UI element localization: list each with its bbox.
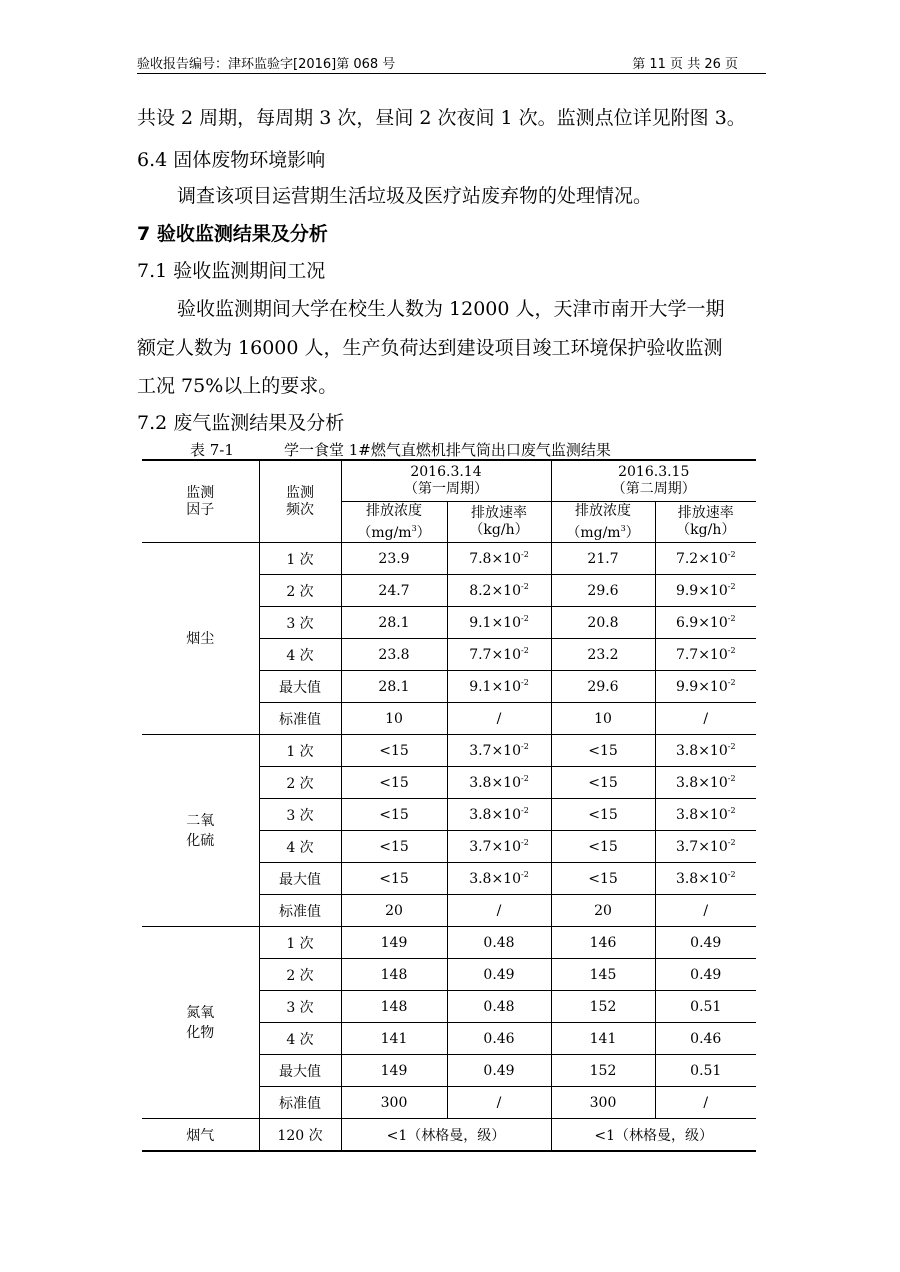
rate-exponent: -2 (521, 678, 529, 687)
rate-label: 排放速率 (677, 505, 734, 521)
rate-value: / (496, 710, 502, 727)
period-2-rate (655, 799, 756, 831)
rate-exponent: -2 (521, 806, 529, 815)
period-2-concentration: <15 (551, 831, 655, 863)
rate-value: / (496, 902, 502, 919)
rate-value: 3.8×10 (469, 807, 521, 823)
frequency-cell: 标准值 (259, 1087, 341, 1119)
frequency-cell: 4 次 (259, 639, 341, 671)
period-2-rate (655, 991, 756, 1023)
period-2-rate (655, 1087, 756, 1119)
period-1-rate (447, 1055, 551, 1087)
period-1-concentration: <15 (341, 799, 447, 831)
concentration-label: 排放浓度 (575, 502, 631, 519)
rate-exponent: -2 (521, 742, 529, 751)
period-1-concentration: 28.1 (341, 607, 447, 639)
period-2-concentration: 23.2 (551, 639, 655, 671)
period-1-rate (447, 735, 551, 767)
header-factor (142, 460, 259, 543)
period-2-rate (655, 703, 756, 735)
factor-cell (142, 927, 259, 1119)
period-1-concentration: 28.1 (341, 671, 447, 703)
period-1-concentration: <15 (341, 831, 447, 863)
rate-exponent: -2 (521, 582, 529, 591)
period-1-rate (447, 543, 551, 575)
frequency-cell: 1 次 (259, 735, 341, 767)
rate-value: 0.49 (483, 1062, 515, 1079)
table-title: 学一食堂 1#燃气直燃机排气筒出口废气监测结果 (284, 441, 611, 459)
heading-7-1: 7.1 验收监测期间工况 (137, 260, 326, 282)
rate-value: 9.9×10 (675, 679, 728, 695)
period-2-concentration: 141 (551, 1023, 655, 1055)
period-2-rate (655, 639, 756, 671)
period-1-rate (447, 607, 551, 639)
paragraph-solid-waste: 调查该项目运营期生活垃圾及医疗站废弃物的处理情况。 (177, 185, 653, 207)
report-number: 验收报告编号：津环监验字[2016]第 068 号 (137, 57, 396, 72)
rate-exponent: -2 (521, 774, 529, 783)
frequency-cell: 2 次 (259, 767, 341, 799)
rate-value: 3.7×10 (675, 839, 728, 855)
period-2-concentration: 20 (551, 895, 655, 927)
table-caption (190, 439, 611, 460)
period-1-rate (447, 575, 551, 607)
header-rule (137, 73, 766, 74)
header-concentration-2 (551, 502, 655, 543)
rate-value: / (703, 710, 709, 727)
frequency-cell: 3 次 (259, 607, 341, 639)
rate-exponent: -2 (521, 870, 529, 879)
period-2-rate (655, 767, 756, 799)
rate-value: / (703, 1094, 709, 1111)
period-2-concentration: <15 (551, 767, 655, 799)
period-2-concentration: 21.7 (551, 543, 655, 575)
header-rate-2 (655, 502, 756, 543)
period-2-concentration: 146 (551, 927, 655, 959)
rate-value: / (496, 1094, 502, 1111)
period-2-rate (655, 735, 756, 767)
header-period-2 (551, 460, 756, 502)
period-1-concentration: 20 (341, 895, 447, 927)
rate-value: 9.9×10 (675, 583, 728, 599)
rate-value: 3.7×10 (469, 743, 521, 759)
rate-value: 7.2×10 (675, 551, 728, 567)
concentration-unit: $(mg/m^3)$ (566, 523, 640, 541)
concentration-label: 排放浓度 (366, 502, 422, 519)
rate-exponent: -2 (727, 806, 736, 815)
period-1-rate (447, 863, 551, 895)
period-1-date: 2016.3.14 (410, 464, 482, 480)
frequency-cell: 4 次 (259, 1023, 341, 1055)
rate-value: 9.1×10 (469, 615, 521, 631)
rate-value: 0.49 (690, 934, 722, 951)
period-1-concentration: 148 (341, 991, 447, 1023)
factor-name: 氮氧 (186, 1004, 215, 1021)
rate-exponent: -2 (727, 774, 736, 783)
factor-name: 化物 (186, 1024, 215, 1041)
period-2-concentration: 145 (551, 959, 655, 991)
frequency-cell: 标准值 (259, 895, 341, 927)
period-1-rate (447, 991, 551, 1023)
rate-exponent: -2 (521, 550, 529, 559)
frequency-cell: 标准值 (259, 703, 341, 735)
rate-exponent: -2 (521, 838, 529, 847)
rate-exponent: -2 (521, 614, 529, 623)
period-2-date: 2016.3.15 (618, 464, 690, 480)
frequency-cell: 3 次 (259, 799, 341, 831)
period-2-concentration: 152 (551, 1055, 655, 1087)
table-number: 表 7-1 (190, 441, 234, 459)
rate-value: 8.2×10 (469, 583, 521, 599)
period-2-concentration: 10 (551, 703, 655, 735)
rate-value: 0.49 (690, 966, 722, 983)
page-number: 第 11 页 共 26 页 (632, 57, 738, 72)
rate-exponent: -2 (727, 838, 736, 847)
period-1-concentration: 24.7 (341, 575, 447, 607)
period-2-concentration: 29.6 (551, 575, 655, 607)
table-header-row-1 (142, 460, 756, 502)
rate-value: 0.46 (690, 1030, 722, 1047)
frequency-cell: 1 次 (259, 543, 341, 575)
paragraph-conditions-1: 验收监测期间大学在校生人数为 12000 人，天津市南开大学一期 (177, 298, 725, 320)
rate-exponent: -2 (727, 870, 736, 879)
table-row (142, 735, 756, 767)
period-1-concentration: 141 (341, 1023, 447, 1055)
rate-value: 7.8×10 (469, 551, 521, 567)
table-row-smoke (142, 1119, 756, 1152)
header-period-1 (341, 460, 551, 502)
rate-exponent: -2 (727, 582, 736, 591)
rate-value: 3.8×10 (469, 775, 521, 791)
period-1-ringelmann: <1（林格曼，级） (341, 1119, 551, 1152)
frequency-cell: 最大值 (259, 1055, 341, 1087)
period-2-rate (655, 927, 756, 959)
period-1-concentration: 23.9 (341, 543, 447, 575)
period-1-rate (447, 639, 551, 671)
period-2-rate (655, 543, 756, 575)
factor-cell (142, 543, 259, 735)
period-2-concentration: 29.6 (551, 671, 655, 703)
rate-exponent: -2 (727, 646, 736, 655)
rate-value: 0.51 (690, 998, 722, 1015)
rate-value: 7.7×10 (675, 647, 728, 663)
period-2-concentration: 20.8 (551, 607, 655, 639)
exhaust-gas-table (142, 459, 756, 1152)
header-rate-1 (447, 502, 551, 543)
frequency-cell: 4 次 (259, 831, 341, 863)
rate-unit: （kg/h） (469, 522, 529, 538)
paragraph-conditions-3: 工况 75%以上的要求。 (137, 375, 338, 397)
period-1-concentration: 300 (341, 1087, 447, 1119)
period-1-rate (447, 703, 551, 735)
rate-value: 0.48 (483, 998, 515, 1015)
rate-value: 9.1×10 (469, 679, 521, 695)
rate-exponent: -2 (727, 614, 736, 623)
factor-name: 烟尘 (186, 630, 215, 647)
period-1-rate (447, 895, 551, 927)
heading-6-4: 6.4 固体废物环境影响 (137, 149, 326, 171)
rate-exponent: -2 (727, 742, 736, 751)
header-factor-line1: 监测 (186, 484, 215, 501)
rate-value: 0.48 (483, 934, 515, 951)
period-2-name: （第二周期） (611, 481, 696, 497)
frequency-cell: 2 次 (259, 959, 341, 991)
period-1-name: （第一周期） (404, 481, 488, 497)
table-row (142, 927, 756, 959)
period-2-ringelmann: <1（林格曼，级） (551, 1119, 756, 1152)
rate-value: 3.8×10 (675, 775, 728, 791)
table-row (142, 543, 756, 575)
period-1-rate (447, 959, 551, 991)
heading-7-2: 7.2 废气监测结果及分析 (137, 412, 345, 434)
period-1-rate (447, 671, 551, 703)
period-2-rate (655, 575, 756, 607)
period-1-concentration: <15 (341, 767, 447, 799)
period-1-rate (447, 831, 551, 863)
rate-value: 6.9×10 (675, 615, 728, 631)
period-1-concentration: <15 (341, 735, 447, 767)
rate-value: / (703, 902, 709, 919)
period-2-rate (655, 831, 756, 863)
period-1-rate (447, 767, 551, 799)
frequency-cell: 2 次 (259, 575, 341, 607)
period-2-concentration: <15 (551, 863, 655, 895)
period-1-rate (447, 799, 551, 831)
rate-value: 3.8×10 (675, 807, 728, 823)
heading-7: 7 验收监测结果及分析 (137, 223, 328, 245)
rate-unit: （kg/h） (676, 522, 736, 538)
header-frequency (259, 460, 341, 543)
period-2-rate (655, 863, 756, 895)
period-2-rate (655, 1055, 756, 1087)
header-factor-line2: 因子 (186, 501, 215, 518)
period-1-rate (447, 1087, 551, 1119)
period-1-concentration: 23.8 (341, 639, 447, 671)
factor-name: 化硫 (186, 832, 215, 849)
period-2-concentration: <15 (551, 799, 655, 831)
period-2-rate (655, 671, 756, 703)
period-2-concentration: 300 (551, 1087, 655, 1119)
rate-exponent: -2 (727, 550, 736, 559)
period-2-rate (655, 959, 756, 991)
rate-exponent: -2 (521, 646, 529, 655)
frequency-cell: 1 次 (259, 927, 341, 959)
frequency-cell: 最大值 (259, 671, 341, 703)
period-2-concentration: 152 (551, 991, 655, 1023)
period-1-rate (447, 927, 551, 959)
rate-value: 0.46 (483, 1030, 515, 1047)
factor-cell: 烟气 (142, 1119, 259, 1152)
period-2-rate (655, 607, 756, 639)
period-1-concentration: 149 (341, 927, 447, 959)
period-1-concentration: 148 (341, 959, 447, 991)
period-2-rate (655, 1023, 756, 1055)
rate-value: 3.8×10 (675, 743, 728, 759)
period-2-rate (655, 895, 756, 927)
header-concentration-1 (341, 502, 447, 543)
frequency-cell: 3 次 (259, 991, 341, 1023)
period-1-concentration: 10 (341, 703, 447, 735)
rate-label: 排放速率 (471, 505, 527, 521)
rate-value: 0.51 (690, 1062, 722, 1079)
concentration-unit: $(mg/m^3)$ (357, 523, 431, 541)
header-frequency-line2: 频次 (286, 501, 314, 518)
rate-value: 3.8×10 (469, 871, 521, 887)
factor-cell (142, 735, 259, 927)
rate-exponent: -2 (727, 678, 736, 687)
frequency-cell: 120 次 (259, 1119, 341, 1152)
period-1-rate (447, 1023, 551, 1055)
period-1-concentration: <15 (341, 863, 447, 895)
frequency-cell: 最大值 (259, 863, 341, 895)
paragraph-monitoring-schedule: 共设 2 周期，每周期 3 次，昼间 2 次夜间 1 次。监测点位详见附图 3。 (137, 107, 746, 129)
rate-value: 0.49 (483, 966, 515, 983)
rate-value: 3.8×10 (675, 871, 728, 887)
period-2-concentration: <15 (551, 735, 655, 767)
paragraph-conditions-2: 额定人数为 16000 人，生产负荷达到建设项目竣工环境保护验收监测 (137, 337, 723, 359)
rate-value: 7.7×10 (469, 647, 521, 663)
factor-name: 二氧 (186, 812, 215, 829)
period-1-concentration: 149 (341, 1055, 447, 1087)
header-frequency-line1: 监测 (286, 484, 314, 501)
rate-value: 3.7×10 (469, 839, 521, 855)
